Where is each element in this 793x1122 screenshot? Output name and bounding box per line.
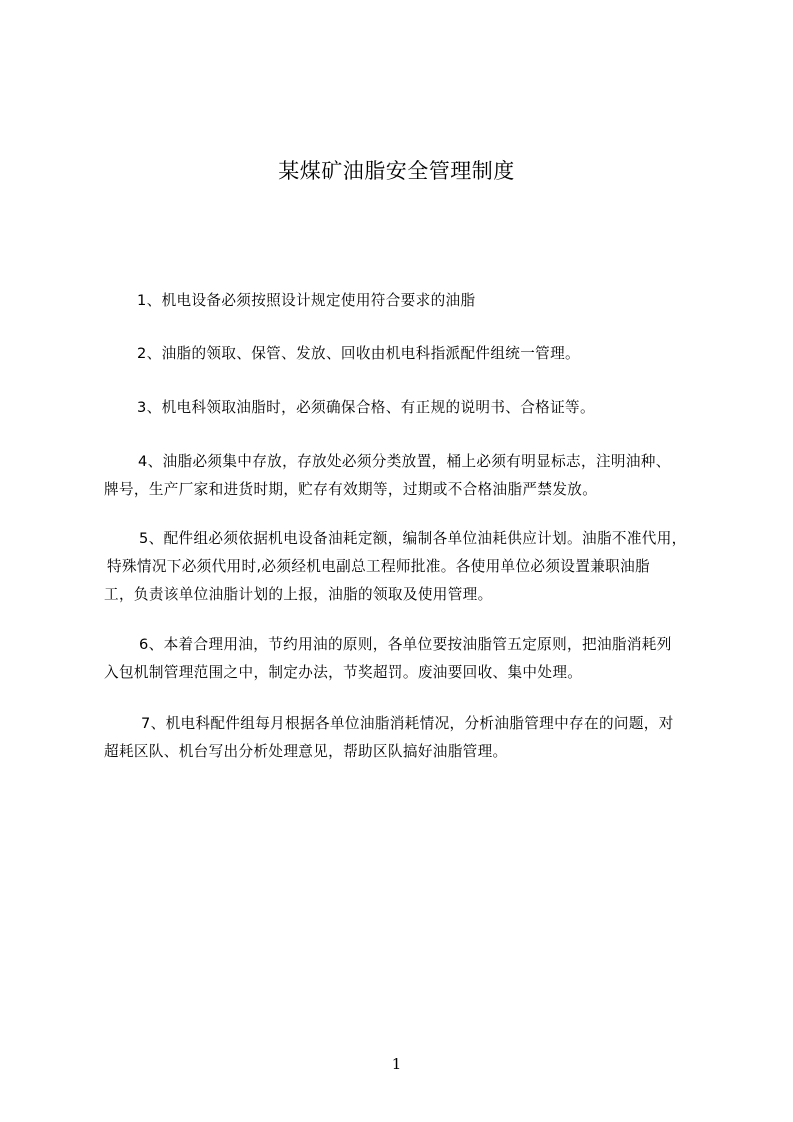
paragraph-5: [104, 525, 716, 609]
paragraph-line: 超耗区队、机台写出分析处理意见，帮助区队搞好油脂管理。: [104, 743, 508, 760]
paragraph-line: 2、油脂的领取、保管、发放、回收由机电科指派配件组统一管理。: [137, 345, 581, 362]
paragraph-line: 入包机制管理范围之中，制定办法，节奖超罚。废油要回收、集中处理。: [104, 664, 583, 681]
paragraph-line: 1、机电设备必须按照设计规定使用符合要求的油脂: [137, 292, 476, 309]
paragraph-line: 7、机电科配件组每月根据各单位油脂消耗情况，分析油脂管理中存在的问题，对: [141, 715, 674, 732]
page-number: 1: [391, 1055, 402, 1073]
paragraph-6: [104, 631, 716, 687]
paragraph-3: [104, 394, 716, 422]
paragraph-2: [104, 340, 716, 368]
document-title: 某煤矿油脂安全管理制度: [278, 159, 515, 184]
paragraph-1: [104, 287, 716, 315]
paragraph-line: 工，负责该单位油脂计划的上报，油脂的领取及使用管理。: [104, 586, 493, 603]
paragraph-7: [104, 710, 716, 766]
paragraph-4: [104, 448, 716, 504]
paragraph-line: 5、配件组必须依据机电设备油耗定额，编制各单位油耗供应计划。油脂不准代用，: [139, 530, 687, 547]
paragraph-line: 特殊情况下必须代用时,必须经机电副总工程师批准。各使用单位必须设置兼职油脂: [107, 558, 650, 575]
paragraph-line: 3、机电科领取油脂时，必须确保合格、有正规的说明书、合格证等。: [137, 399, 595, 416]
paragraph-line: 牌号，生产厂家和进货时期，贮存有效期等，过期或不合格油脂严禁发放。: [104, 481, 598, 498]
paragraph-line: 6、本着合理用油，节约用油的原则，各单位要按油脂管五定原则，把油脂消耗列: [139, 636, 672, 653]
paragraph-line: 4、油脂必须集中存放，存放处必须分类放置，桶上必须有明显标志，注明油种、: [138, 453, 671, 470]
